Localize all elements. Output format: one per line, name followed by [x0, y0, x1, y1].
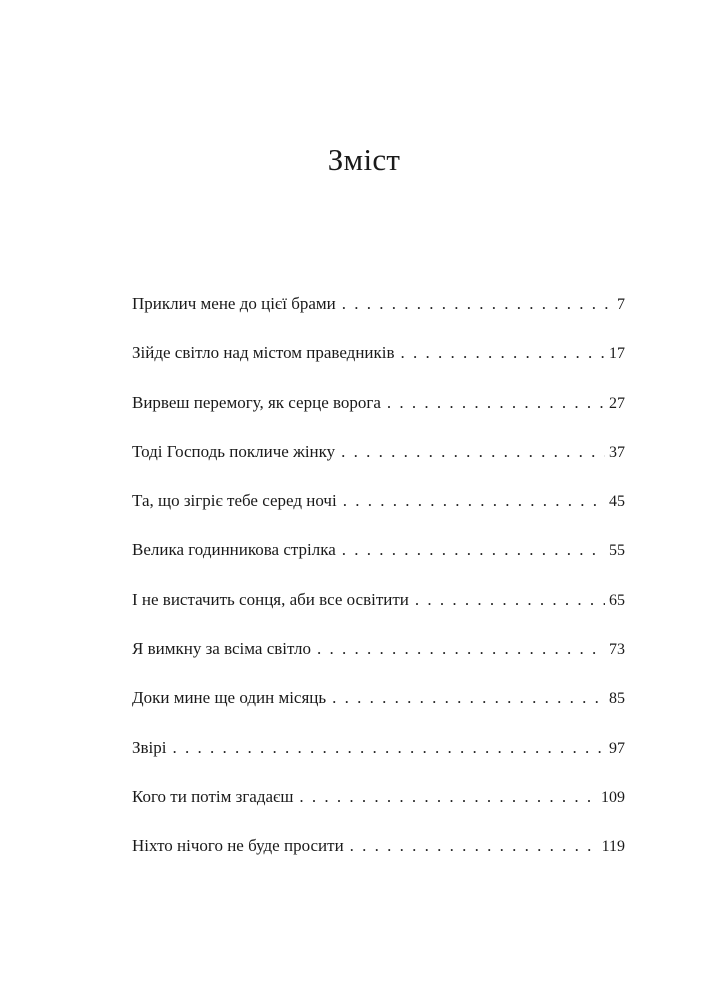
dot-leader: [317, 631, 605, 667]
toc-entry-title: Приклич мене до цієї брами: [132, 294, 336, 313]
toc-entry[interactable]: [132, 631, 625, 680]
toc-entry[interactable]: [132, 779, 625, 828]
dot-leader: [342, 532, 605, 568]
toc-entry[interactable]: [132, 286, 625, 335]
toc-entry-title: Ніхто нічого не буде просити: [132, 836, 344, 856]
toc-page-number: 7: [617, 296, 625, 313]
dot-leader: [173, 730, 606, 766]
toc-page-number: 85: [609, 690, 625, 708]
toc-entry-title: Кого ти потім згадаєш: [132, 786, 294, 806]
toc-page-number: 17: [609, 345, 625, 363]
toc-entry[interactable]: [132, 680, 625, 729]
toc-page-number: 27: [609, 394, 625, 412]
dot-leader: [332, 680, 605, 716]
toc-page-number: 119: [601, 838, 625, 856]
toc-entry-title: Звірі: [132, 737, 167, 757]
toc-entry-title: Та, що зігріє тебе серед ночі: [132, 491, 337, 511]
dot-leader: [342, 286, 613, 322]
dot-leader: [387, 385, 605, 421]
toc-entry[interactable]: [132, 483, 625, 532]
toc-page-number: 45: [609, 493, 625, 511]
dot-leader: [401, 335, 605, 371]
dot-leader: [343, 483, 605, 519]
dot-leader: [415, 582, 605, 618]
toc-entry[interactable]: [132, 335, 625, 384]
toc-entry-title: Тоді Господь покличе жінку: [132, 441, 336, 461]
dot-leader: [341, 434, 605, 470]
toc-entry[interactable]: [132, 385, 625, 434]
dot-leader: [299, 779, 597, 815]
toc-entry[interactable]: [132, 730, 625, 779]
toc-page-number: 73: [609, 641, 625, 659]
toc-page-number: 97: [609, 739, 625, 757]
toc-page-number: 55: [609, 542, 625, 560]
toc-entry-title: Доки мине ще один місяць: [132, 688, 327, 708]
toc-entry-title: Вирвеш перемогу, як серце ворога: [132, 392, 381, 412]
toc-page-number: 37: [609, 443, 625, 461]
page-title: Зміст: [327, 142, 401, 177]
toc-entry-title: Зійде світло над містом праведників: [132, 343, 395, 363]
toc-entry-title: Велика годинникова стрілка: [132, 540, 336, 560]
table-of-contents: [132, 286, 625, 878]
toc-page-number: 65: [609, 591, 625, 609]
toc-entry-title: І не вистачить сонця, аби все освітити: [132, 589, 409, 609]
dot-leader: [350, 828, 598, 864]
toc-entry[interactable]: [132, 582, 625, 631]
toc-page-number: 109: [601, 788, 625, 806]
toc-entry[interactable]: [132, 434, 625, 483]
toc-entry[interactable]: [132, 828, 625, 877]
toc-entry[interactable]: [132, 532, 625, 581]
toc-entry-title: Я вимкну за всіма світло: [132, 639, 312, 659]
